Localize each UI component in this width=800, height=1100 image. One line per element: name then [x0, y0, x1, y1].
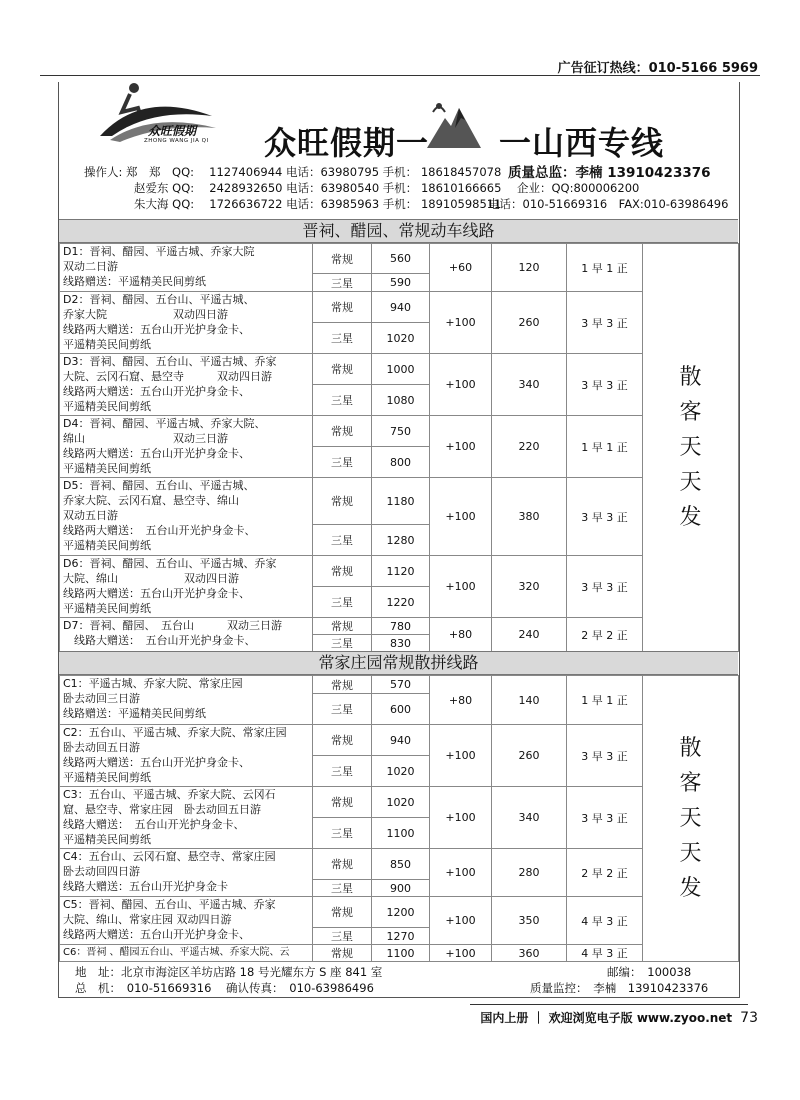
route-description [60, 354, 313, 416]
route-desc-line: C4：五台山、云冈石窟、悬空寺、常家庄园 [63, 850, 276, 863]
meals: 1 早 1 正 [567, 676, 643, 725]
three-star-price: 590 [372, 274, 430, 292]
standard-label: 常规 [313, 618, 372, 635]
contact-operator-1: 操作人: 郑 郑 QQ: 1127406944 电话：63980795 手机： 18618457078 [84, 165, 502, 179]
route-desc-line: D4：晋祠、醋园、平遥古城、乔家大院、 [63, 417, 266, 430]
route-desc-line: 线路两大赠送： 五台山开光护身金卡、 [63, 524, 256, 537]
route-description [60, 618, 313, 652]
page-footer-label: 国内上册 ｜ 欢迎浏览电子版 www.zyoo.net [480, 1011, 733, 1025]
meals: 3 早 3 正 [567, 478, 643, 556]
three-star-label: 三星 [313, 385, 372, 416]
route-row [60, 354, 739, 385]
route-description: C6：晋祠 、醋园五台山、平遥古城、乔家大院、云 [60, 945, 313, 962]
three-star-price: 600 [372, 694, 430, 725]
single-supplement: +100 [430, 787, 492, 849]
footer-confirm-fax: 确认传真： 010-63986496 [226, 981, 374, 995]
ad-hotline: 广告征订热线：010-5166 5969 [557, 61, 758, 76]
daily-departure-char: 天 [679, 806, 702, 831]
route-desc-line: C5：晋祠、醋园、五台山、平遥古城、乔家 [63, 898, 276, 911]
child-price: 340 [492, 787, 567, 849]
three-star-label: 三星 [313, 587, 372, 618]
section-title-jinci: 晋祠、醋园、常规动车线路 [59, 219, 738, 243]
route-row [60, 676, 739, 694]
child-price: 280 [492, 849, 567, 897]
meals: 3 早 3 正 [567, 556, 643, 618]
route-description [60, 556, 313, 618]
route-row [60, 618, 739, 635]
daily-departure-char: 发 [679, 505, 702, 530]
route-row [60, 897, 739, 928]
three-star-label: 三星 [313, 756, 372, 787]
route-desc-line: D2：晋祠、醋园、五台山、平遥古城、 [63, 293, 255, 306]
route-desc-line: 卧去动回四日游 [63, 865, 140, 878]
route-desc-line: C1：平遥古城、乔家大院、常家庄园 [63, 677, 243, 690]
daily-departure-char: 散 [679, 365, 702, 390]
meals: 1 早 1 正 [567, 244, 643, 292]
three-star-label: 三星 [313, 928, 372, 945]
daily-departure-note [643, 676, 739, 962]
route-desc-line: 平遥精美民间剪纸 [63, 400, 151, 413]
route-desc-line: C3：五台山、平遥古城、乔家大院、云冈石 [63, 788, 276, 801]
standard-price: 780 [372, 618, 430, 635]
child-price: 240 [492, 618, 567, 652]
standard-label: 常规 [313, 725, 372, 756]
three-star-price: 1100 [372, 818, 430, 849]
standard-label: 常规 [313, 478, 372, 525]
child-price: 380 [492, 478, 567, 556]
route-desc-line: D1：晋祠、醋园、平遥古城、乔家大院 [63, 245, 255, 258]
standard-price: 940 [372, 725, 430, 756]
daily-departure-char: 发 [679, 876, 702, 901]
three-star-price: 1020 [372, 756, 430, 787]
three-star-price: 1270 [372, 928, 430, 945]
route-desc-line: 线路赠送：平遥精美民间剪纸 [63, 275, 206, 288]
three-star-label: 三星 [313, 274, 372, 292]
meals: 3 早 3 正 [567, 354, 643, 416]
daily-departure-char: 客 [679, 400, 702, 425]
three-star-label: 三星 [313, 818, 372, 849]
route-row [60, 849, 739, 880]
logo-subtext: ZHONG WANG JIA QI [144, 138, 209, 144]
child-price: 140 [492, 676, 567, 725]
single-supplement: +100 [430, 478, 492, 556]
footer-quality: 质量监控： 李楠 13910423376 [530, 981, 709, 995]
standard-price: 750 [372, 416, 430, 447]
route-desc-line: 卧去动回五日游 [63, 741, 140, 754]
standard-label: 常规 [313, 416, 372, 447]
single-supplement: +100 [430, 897, 492, 945]
single-supplement: +80 [430, 618, 492, 652]
route-description [60, 676, 313, 725]
standard-price: 1020 [372, 787, 430, 818]
single-supplement: +100 [430, 354, 492, 416]
three-star-price: 900 [372, 880, 430, 897]
child-price: 260 [492, 292, 567, 354]
route-desc-line: 乔家大院 双动四日游 [63, 308, 228, 321]
route-desc-line: D6：晋祠、醋园、五台山、平遥古城、乔家 [63, 557, 277, 570]
route-table-jinci [59, 243, 739, 652]
route-row [60, 556, 739, 587]
meals: 3 早 3 正 [567, 787, 643, 849]
route-description [60, 478, 313, 556]
route-desc-line: 平遥精美民间剪纸 [63, 833, 151, 846]
corporate-qq: 企业：QQ:800006200 [517, 181, 640, 195]
three-star-label: 三星 [313, 880, 372, 897]
standard-price: 1180 [372, 478, 430, 525]
route-desc-line: 卧去动回三日游 [63, 692, 140, 705]
logo-text: 众旺假期 [148, 124, 197, 138]
route-desc-line: 大院、绵山 双动四日游 [63, 572, 239, 585]
child-price: 340 [492, 354, 567, 416]
three-star-price: 1220 [372, 587, 430, 618]
route-desc-line: 双动五日游 [63, 509, 118, 522]
three-star-label: 三星 [313, 525, 372, 556]
daily-departure-char: 天 [679, 470, 702, 495]
single-supplement: +100 [430, 556, 492, 618]
child-price: 260 [492, 725, 567, 787]
daily-departure-note [643, 244, 739, 652]
route-row [60, 244, 739, 274]
footer-switchboard: 总 机： 010-51669316 [75, 981, 212, 995]
three-star-price: 1080 [372, 385, 430, 416]
contact-operator-2: 赵爱东 QQ: 2428932650 电话：63980540 手机： 18610166665 [134, 181, 502, 195]
route-row [60, 292, 739, 323]
standard-label: 常规 [313, 354, 372, 385]
standard-price: 1000 [372, 354, 430, 385]
standard-price: 940 [372, 292, 430, 323]
three-star-label: 三星 [313, 635, 372, 652]
route-desc-line: 线路大赠送：五台山开光护身金卡 [63, 880, 228, 893]
meals: 2 早 2 正 [567, 849, 643, 897]
route-desc-line: 绵山 双动三日游 [63, 432, 228, 445]
single-supplement: +60 [430, 244, 492, 292]
page-number: 73 [740, 1010, 758, 1026]
section-title-changjia: 常家庄园常规散拼线路 [59, 651, 738, 675]
three-star-price: 1020 [372, 323, 430, 354]
route-row [60, 416, 739, 447]
single-supplement: +80 [430, 676, 492, 725]
route-desc-line: 平遥精美民间剪纸 [63, 771, 151, 784]
route-desc-line: 乔家大院、云冈石窟、悬空寺、绵山 [63, 494, 239, 507]
route-description [60, 787, 313, 849]
route-description [60, 725, 313, 787]
page-footer [480, 1009, 758, 1026]
single-supplement: +100 [430, 292, 492, 354]
standard-label: 常规 [313, 292, 372, 323]
daily-departure-char: 客 [679, 771, 702, 796]
meals: 3 早 3 正 [567, 292, 643, 354]
standard-price: 570 [372, 676, 430, 694]
route-row [60, 945, 739, 962]
route-desc-line: D7：晋祠、醋园、 五台山 双动三日游 [63, 619, 282, 632]
route-desc-line: 大院、云冈石窟、悬空寺 双动四日游 [63, 370, 272, 383]
route-row [60, 478, 739, 525]
child-price: 120 [492, 244, 567, 292]
footer-address: 地 址：北京市海淀区羊坊店路 18 号光耀东方 S 座 841 室 [75, 965, 383, 979]
route-desc-line: 线路两大赠送：五台山开光护身金卡、 [63, 385, 250, 398]
standard-label: 常规 [313, 897, 372, 928]
single-supplement: +100 [430, 945, 492, 962]
route-description [60, 292, 313, 354]
daily-departure-char: 天 [679, 435, 702, 460]
brand-title-right: 一山西专线 [499, 124, 665, 162]
meals: 4 早 3 正 [567, 897, 643, 945]
route-description [60, 897, 313, 945]
standard-price: 1120 [372, 556, 430, 587]
route-row [60, 787, 739, 818]
three-star-label: 三星 [313, 447, 372, 478]
quality-director: 质量总监：李楠 13910423376 [508, 165, 711, 181]
route-desc-line: D3：晋祠、醋园、五台山、平遥古城、乔家 [63, 355, 277, 368]
route-desc-line: 线路两大赠送：五台山开光护身金卡、 [63, 323, 250, 336]
route-description [60, 849, 313, 897]
footer-rule [470, 1004, 748, 1005]
standard-price: 850 [372, 849, 430, 880]
three-star-price: 1280 [372, 525, 430, 556]
meals: 4 早 3 正 [567, 945, 643, 962]
child-price: 320 [492, 556, 567, 618]
meals: 2 早 2 正 [567, 618, 643, 652]
brand-title-left: 众旺假期一 [264, 124, 430, 162]
single-supplement: +100 [430, 849, 492, 897]
contact-operator-3: 朱大海 QQ: 1726636722 电话：63985963 手机： 18910598511 [134, 197, 502, 211]
meals: 1 早 1 正 [567, 416, 643, 478]
three-star-price: 830 [372, 635, 430, 652]
standard-label: 常规 [313, 244, 372, 274]
mountain-icon [425, 98, 483, 150]
route-desc-line: D5：晋祠、醋园、五台山、平遥古城、 [63, 479, 255, 492]
route-desc-line: 平遥精美民间剪纸 [63, 539, 151, 552]
standard-price: 560 [372, 244, 430, 274]
phone-fax: 电话：010-51669316 FAX:010-63986496 [488, 197, 729, 211]
route-desc-line: 双动二日游 [63, 260, 118, 273]
route-desc-line: 线路两大赠送：五台山开光护身金卡、 [63, 756, 250, 769]
route-desc-line: 线路赠送：平遥精美民间剪纸 [63, 707, 206, 720]
route-row [60, 725, 739, 756]
daily-departure-char: 天 [679, 841, 702, 866]
route-desc-line: 线路两大赠送：五台山开光护身金卡、 [63, 587, 250, 600]
single-supplement: +100 [430, 725, 492, 787]
child-price: 360 [492, 945, 567, 962]
route-desc-line: 平遥精美民间剪纸 [63, 338, 151, 351]
standard-label: 常规 [313, 849, 372, 880]
meals: 3 早 3 正 [567, 725, 643, 787]
header-rule [40, 75, 760, 76]
route-description [60, 416, 313, 478]
single-supplement: +100 [430, 416, 492, 478]
child-price: 220 [492, 416, 567, 478]
standard-label: 常规 [313, 556, 372, 587]
route-desc-line: 窟、悬空寺、常家庄园 卧去动回五日游 [63, 803, 261, 816]
child-price: 350 [492, 897, 567, 945]
route-desc-line: 线路两大赠送：五台山开光护身金卡、 [63, 447, 250, 460]
route-table-changjia [59, 675, 739, 962]
three-star-label: 三星 [313, 694, 372, 725]
standard-price: 1100 [372, 945, 430, 962]
standard-label: 常规 [313, 787, 372, 818]
brand-logo [92, 78, 222, 148]
route-desc-line: 大院、绵山、常家庄园 双动四日游 [63, 913, 232, 926]
route-desc-line: 线路大赠送： 五台山开光护身金卡、 [63, 818, 245, 831]
route-desc-line: 线路两大赠送：五台山开光护身金卡、 [63, 928, 250, 941]
route-desc-line: C2：五台山、平遥古城、乔家大院、常家庄园 [63, 726, 287, 739]
route-desc-line: 平遥精美民间剪纸 [63, 602, 151, 615]
standard-price: 1200 [372, 897, 430, 928]
standard-label: 常规 [313, 676, 372, 694]
daily-departure-char: 散 [679, 736, 702, 761]
three-star-label: 三星 [313, 323, 372, 354]
footer-zip: 邮编： 100038 [607, 965, 692, 979]
standard-label: 常规 [313, 945, 372, 962]
route-description [60, 244, 313, 292]
route-desc-line: 线路大赠送： 五台山开光护身金卡、 [63, 634, 256, 647]
route-desc-line: 平遥精美民间剪纸 [63, 462, 151, 475]
three-star-price: 800 [372, 447, 430, 478]
